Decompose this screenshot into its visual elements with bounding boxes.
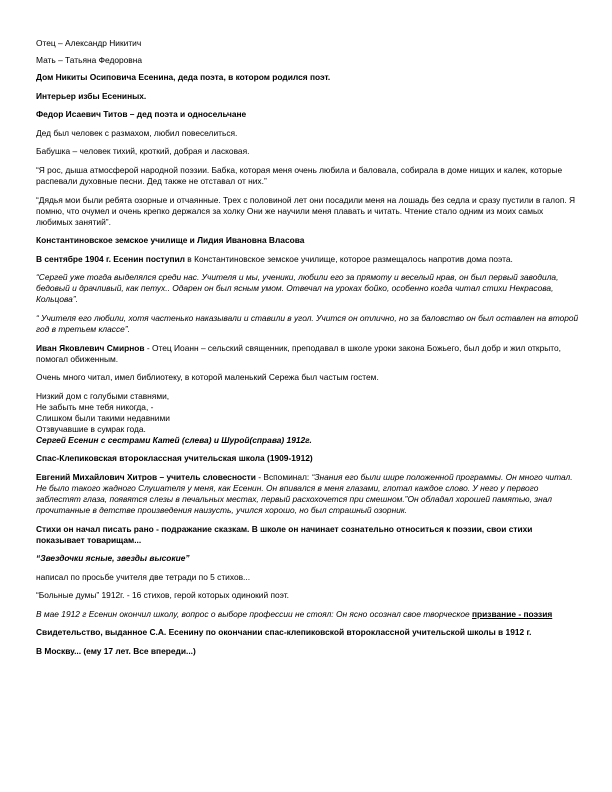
vocation-phrase: призвание - поэзия — [471, 608, 553, 619]
sick-thoughts-line: “Больные думы” 1912г. - 16 стихов, герой которых одинокий поэт. — [36, 590, 289, 601]
poem-line: Слишком были такими недавними — [36, 412, 170, 423]
khitrov-middle: - Вспоминал: — [255, 471, 312, 482]
school-title: Константиновское земское училище и Лидия Ивановна Власова — [36, 235, 305, 246]
grandfather-line: Дед был человек с размахом, любил повеселиться. — [36, 127, 238, 138]
klepiki-title: Спас-Клепиковская второклассная учительская школа (1909-1912) — [36, 453, 313, 464]
khitrov-name: Евгений Михайлович Хитров – учитель словесности — [36, 471, 256, 482]
quote-teachers: “ Учителя его любили, хотя частенько наказывали и ставили в угол. Учится он отлично, но за баловство он был оставлен на второй год в третьем классе”. — [36, 312, 579, 334]
library-line: Очень много читал, имел библиотеку, в которой маленький Сережа был частым гостем. — [36, 372, 379, 383]
document-page — [36, 38, 580, 665]
poem-line: Низкий дом с голубыми ставнями, — [36, 390, 170, 401]
poem-line: Не забыть мне тебя никогда, - — [36, 401, 154, 412]
graduation-paragraph — [36, 609, 580, 620]
school-entry-paragraph — [36, 254, 580, 265]
smirnov-paragraph — [36, 343, 580, 365]
titov-title: Федор Исаевич Титов – дед поэта и односельчане — [36, 109, 247, 120]
poem — [36, 391, 580, 435]
smirnov-name: Иван Яковлевич Смирнов — [36, 342, 145, 353]
father-line: Отец – Александр Никитич — [36, 38, 142, 48]
poem-line: Отзвучавшие в сумрак года. — [36, 423, 146, 434]
interior-title: Интерьер избы Есениных. — [36, 90, 147, 101]
stars-title: “Звездочки ясные, звезды высокие” — [36, 553, 190, 564]
moscow-line: В Москву... (ему 17 лет. Все впереди...) — [36, 646, 196, 657]
photo-caption: Сергей Есенин с сестрами Катей (слева) и Шурой(справа) 1912г. — [36, 434, 312, 445]
certificate-line: Свидетельство, выданное С.А. Есенину по окончании спас-клепиковской второклассной учительской школы в 1912 г. — [36, 627, 532, 638]
grandmother-line: Бабушка – человек тихий, кроткий, добрая и ласковая. — [36, 146, 250, 157]
school-entry-date: В сентябре 1904 г. Есенин поступил — [36, 253, 185, 264]
smirnov-text: - Отец Иоанн – сельский священник, преподавал в школе уроки закона Божьего, был добр и жил открыто, помогал обиженным. — [36, 342, 561, 364]
early-poems: Стихи он начал писать рано - подражание сказкам. В школе он начинает сознательно относиться к поэзии, свои стихи показывает товарищам... — [36, 523, 533, 545]
khitrov-quote: “Знания его были шире положенной программы. Он много читал. Не было такого жадного Слушателя у меня, как Есенин. Он впивался в меня глазами, глотал каждое слово. У него у первого заблестят глаза, появятся слезы в печальных местах, первый расхохочется при смешном.” — [36, 471, 573, 504]
school-entry-text: в Константиновское земское училище, которое размещалось напротив дома поэта. — [184, 253, 513, 264]
khitrov-tail: Он обладал хорошей памятью, знал прочитанные в детстве произведения наизусть, учился хорошо, но был страшный озорник. — [36, 493, 552, 515]
mother-line: Мать – Татьяна Федоровна — [36, 55, 143, 65]
quote-grandmother: “Я рос, дыша атмосферой народной поэзии. Бабка, которая меня очень любила и баловала, собирала в доме нищих и калек, которые распевали духовные песни. Дед также не отставал от них.” — [36, 164, 563, 186]
notebooks-line: написал по просьбе учителя две тетради по 5 стихов... — [36, 571, 251, 582]
khitrov-paragraph — [36, 472, 580, 516]
quote-sergey: “Сергей уже тогда выделялся среди нас. Учителя и мы, ученики, любили его за прямоту и веселый нрав, он был первый заводила, бедовый и драчливый, как петух.. Одарен он был ясным умом. Отвечал на уроках бойко, особенно когда читал стихи Некрасова, Кольцова”. — [36, 272, 559, 305]
house-title: Дом Никиты Осиповича Есенина, деда поэта, в котором родился поэт. — [36, 72, 331, 82]
graduation-text: В мае 1912 г Есенин окончил школу, вопрос о выборе профессии не стоял: Он ясно осознал свое творческое — [36, 608, 472, 619]
quote-uncles: “Дядья мои были ребята озорные и отчаянные. Трех с половиной лет они посадили меня на лошадь без седла и сразу пустили в галоп. Я помню, что очумел и очень крепко держался за холку Они же научили меня плавать и читать. Чтение стало одним из моих самых любимых занятий”. — [36, 194, 576, 227]
